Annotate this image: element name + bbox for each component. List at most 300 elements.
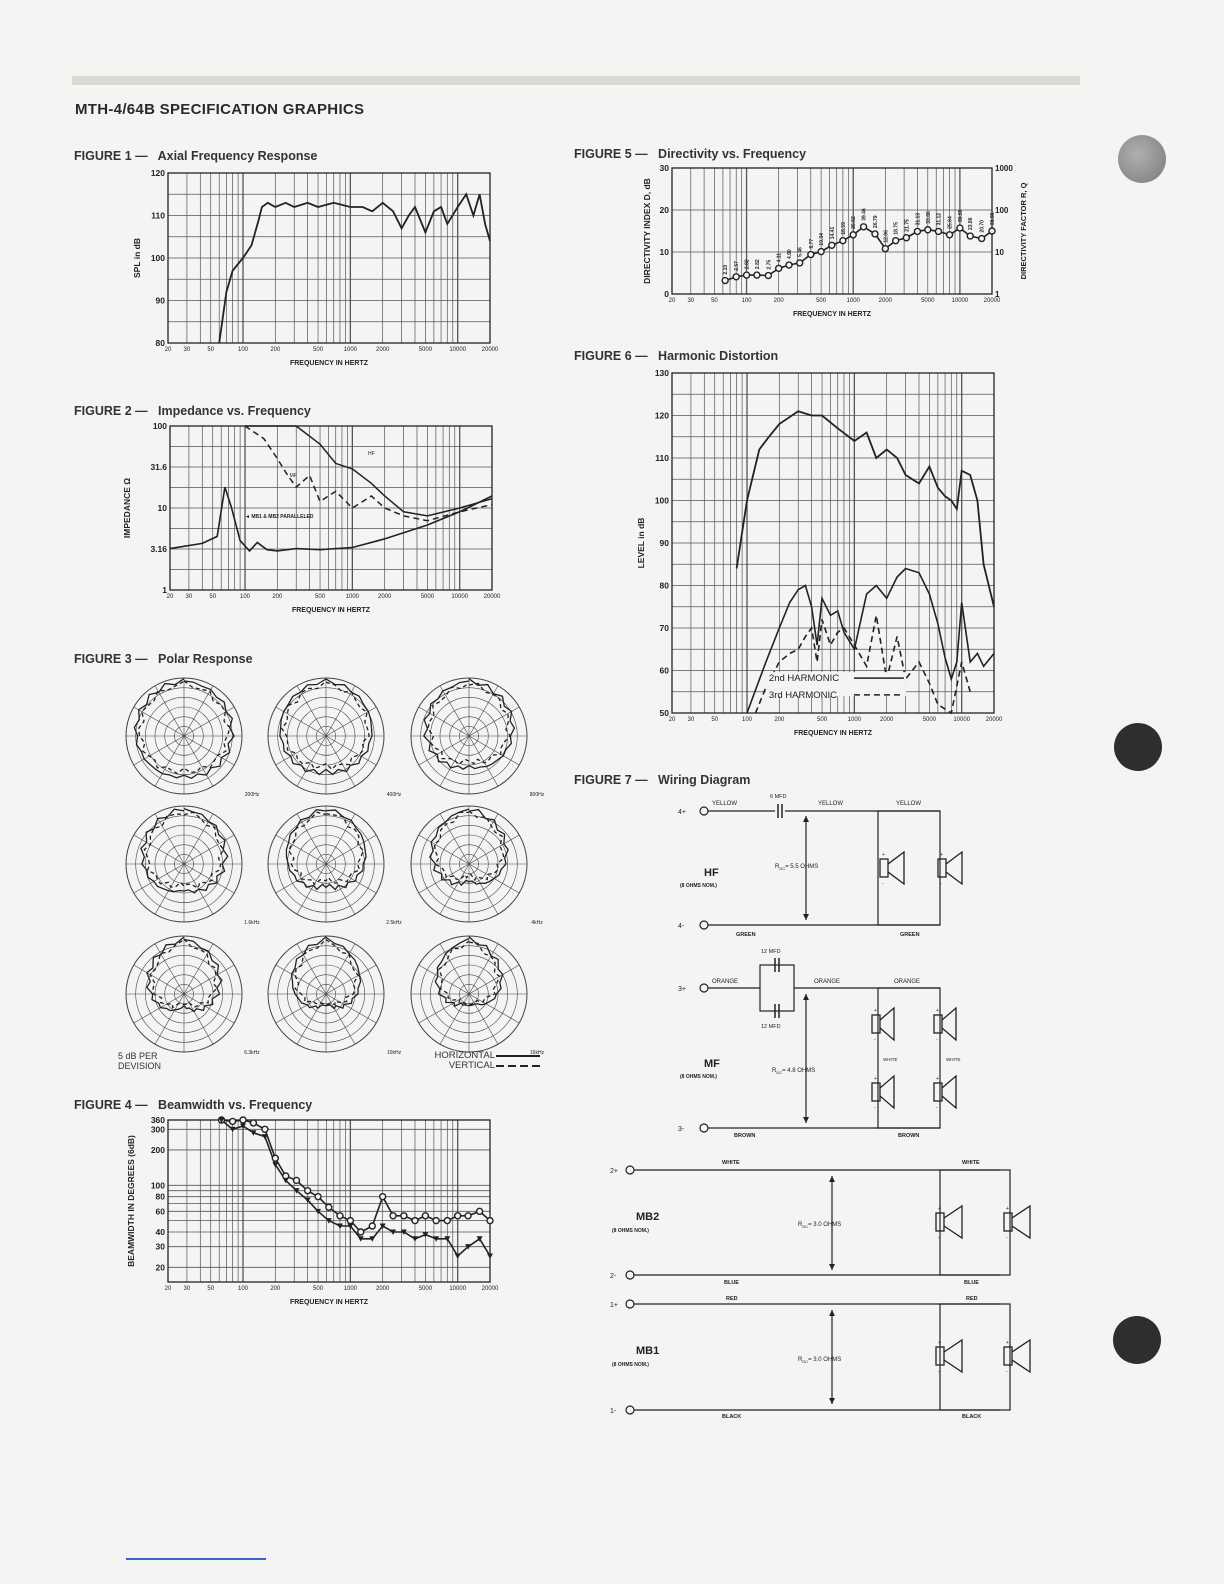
polar-spoke <box>419 994 469 1023</box>
fig2-number: FIGURE 2 — <box>74 404 148 418</box>
polar-spoke <box>440 686 469 736</box>
x-tick-label: 20000 <box>483 594 501 600</box>
x-tick-label: 1000 <box>846 298 860 304</box>
wire-color-label: GREEN <box>736 932 756 938</box>
polar-spoke <box>469 944 498 994</box>
beamwidth-h-point <box>262 1126 268 1132</box>
beamwidth-h-point <box>380 1194 386 1200</box>
q-value-label: 26.79 <box>872 215 879 228</box>
minus-sign: - <box>938 1369 940 1375</box>
q-value-label: 31.13 <box>915 212 922 226</box>
q-value-label: 4.11 <box>776 252 783 263</box>
terminal <box>626 1166 634 1174</box>
minus-sign: - <box>874 1037 876 1043</box>
x-tick-label: 30 <box>185 594 193 600</box>
directivity-point <box>925 227 931 233</box>
x-tick-label: 5000 <box>418 347 433 353</box>
hf-pos-terminal-label: 4+ <box>678 809 686 816</box>
directivity-point <box>861 224 867 230</box>
hf-driver-box <box>878 811 940 925</box>
x-tick-label: 200 <box>270 347 281 353</box>
fig4-ylabel: BEAMWIDTH IN DEGREES (6dB) <box>126 1135 136 1267</box>
fig4-chart <box>120 1112 510 1322</box>
fig4-xlabel: FREQUENCY IN HERTZ <box>289 1299 369 1306</box>
q-value-label: 14.41 <box>829 226 836 240</box>
driver-cone <box>944 1340 962 1372</box>
driver-symbol <box>872 1008 894 1043</box>
polar-spoke <box>134 707 184 736</box>
polar-freq-label: 200Hz <box>244 792 260 798</box>
q-value-label: 39.46 <box>861 208 868 221</box>
annotation-mf: MF <box>289 472 297 479</box>
punch-hole-top <box>1118 135 1166 183</box>
plus-sign: + <box>1006 1340 1009 1346</box>
arrow-head <box>829 1310 835 1316</box>
y-tick-label: 70 <box>659 623 669 633</box>
y-tick-label: 20 <box>659 205 669 215</box>
fig2-chart <box>120 420 510 625</box>
polar-spoke <box>419 965 469 994</box>
y-tick-label: 30 <box>155 1241 165 1252</box>
polar-plot <box>411 806 543 926</box>
spl-curve <box>219 194 490 343</box>
beamwidth-vertical-curve <box>222 1120 491 1256</box>
legend-3rd: 3rd HARMONIC <box>768 689 838 701</box>
punch-hole-middle <box>1114 723 1162 771</box>
polar-spoke <box>155 994 184 1044</box>
plus-sign: + <box>874 1076 877 1082</box>
fundamental-curve <box>737 411 994 607</box>
polar-spoke <box>440 814 469 864</box>
fig1-grid <box>168 173 490 343</box>
polar-freq-label: 1.6kHz <box>244 920 260 926</box>
polar-spoke <box>297 864 326 914</box>
y-tick-label: 80 <box>659 580 669 591</box>
y-tick-label: 1 <box>162 585 167 595</box>
driver-cone <box>942 1008 956 1040</box>
fig3-polar-grid <box>110 668 550 1058</box>
arrow-head <box>803 914 809 920</box>
x-tick-label: 1000 <box>345 594 360 600</box>
fig2-xlabel: FREQUENCY IN HERTZ <box>291 607 371 614</box>
driver-cone <box>944 1206 962 1238</box>
fig7-title <box>574 773 750 787</box>
fig6-title <box>574 349 778 363</box>
fig6-number: FIGURE 6 — <box>574 349 648 363</box>
x-tick-label: 5000 <box>418 1286 433 1292</box>
directivity-point <box>840 238 846 244</box>
fig1-name: Axial Frequency Response <box>157 149 318 163</box>
annotation-mb: ◄ MB1 & MB2 PARALLELED <box>245 513 314 520</box>
driver-cone <box>888 852 904 884</box>
footer-link-line <box>126 1558 266 1560</box>
x-tick-label: 30 <box>687 298 695 304</box>
q-value-label: 4.90 <box>787 249 794 260</box>
terminal <box>626 1271 634 1279</box>
mb1-nominal: (8 OHMS NOM.) <box>612 1362 649 1368</box>
terminal <box>700 984 708 992</box>
y-tick-label: 0 <box>664 289 669 299</box>
x-tick-label: 10000 <box>951 298 969 304</box>
y-tick-label: 30 <box>659 163 669 173</box>
mb2-driver-box <box>940 1170 1010 1275</box>
q-value-label: 5.46 <box>797 247 804 257</box>
polar-spoke <box>184 965 234 994</box>
polar-plot <box>268 806 402 926</box>
mf-capacitor-label: 12 MFD <box>761 1024 781 1030</box>
polar-spoke <box>326 944 355 994</box>
beamwidth-h-point <box>272 1155 278 1161</box>
y-tick-label: 300 <box>150 1124 165 1135</box>
x-tick-label: 20 <box>668 298 676 304</box>
terminal <box>700 807 708 815</box>
x-tick-label: 20 <box>164 1286 172 1292</box>
driver-magnet <box>1004 1347 1012 1365</box>
polar-spoke <box>297 814 326 864</box>
polar-freq-label: 2.5kHz <box>386 920 402 926</box>
driver-symbol <box>880 852 904 887</box>
fig3-name: Polar Response <box>158 652 253 666</box>
directivity-point <box>893 238 899 244</box>
polar-spoke <box>469 835 519 864</box>
polar-spoke <box>326 994 355 1044</box>
beamwidth-h-point <box>455 1213 461 1219</box>
directivity-point <box>947 232 953 238</box>
directivity-point <box>722 278 728 284</box>
x-tick-label: 500 <box>313 347 324 353</box>
fig1-xlabel: FREQUENCY IN HERTZ <box>289 360 369 367</box>
x-tick-label: 30 <box>687 717 695 723</box>
q-value-label: 2.10 <box>723 264 730 275</box>
polar-plot <box>411 678 545 798</box>
q-value-label: 2.82 <box>754 259 761 270</box>
minus-sign: - <box>882 881 884 887</box>
polar-spoke <box>184 686 213 736</box>
fig3-title <box>74 652 253 666</box>
q-value-label: 31.12 <box>936 212 943 226</box>
x-tick-label: 20 <box>668 717 676 723</box>
fig4-number: FIGURE 4 — <box>74 1098 148 1112</box>
polar-spoke <box>419 835 469 864</box>
wire-color-label: RED <box>726 1296 738 1302</box>
q-value-label: 18.75 <box>893 222 900 235</box>
arrow-head <box>829 1176 835 1182</box>
directivity-point <box>733 274 739 280</box>
directivity-point <box>754 272 760 278</box>
driver-magnet <box>880 859 888 877</box>
fig5-xlabel: FREQUENCY IN HERTZ <box>792 311 872 318</box>
driver-magnet <box>872 1083 880 1101</box>
y-tick-label: 110 <box>655 453 669 463</box>
fig6-ylabel: LEVEL in dB <box>636 517 646 569</box>
polar-plot <box>126 806 260 926</box>
beamwidth-h-point <box>477 1208 483 1214</box>
directivity-point <box>979 236 985 242</box>
page-title: MTH-4/64B SPECIFICATION GRAPHICS <box>75 101 365 118</box>
directivity-point <box>786 262 792 268</box>
plus-sign: + <box>936 1076 939 1082</box>
x-tick-label: 20000 <box>481 1286 499 1292</box>
driver-symbol <box>938 852 962 887</box>
beamwidth-h-point <box>433 1218 439 1224</box>
beamwidth-h-point <box>358 1229 364 1235</box>
driver-cone <box>880 1076 894 1108</box>
q-value-label: 25.82 <box>851 216 858 229</box>
y-tick-label: 10 <box>157 503 167 513</box>
y-tick-label: 50 <box>659 708 669 718</box>
fig1-chart <box>120 165 510 375</box>
beamwidth-h-point <box>250 1120 256 1126</box>
x-tick-label: 500 <box>313 1286 324 1292</box>
beamwidth-h-point <box>326 1204 332 1210</box>
directivity-point <box>808 252 814 258</box>
polar-spoke <box>440 944 469 994</box>
beamwidth-h-point <box>305 1188 311 1194</box>
fig5-chart <box>630 160 1030 325</box>
directivity-point <box>818 249 824 255</box>
beamwidth-h-point <box>390 1213 396 1219</box>
fig5-name: Directivity vs. Frequency <box>658 147 807 161</box>
beamwidth-h-point <box>240 1117 246 1123</box>
x-tick-label: 50 <box>711 298 718 304</box>
fig5-number: FIGURE 5 — <box>574 147 648 161</box>
polar-spoke <box>440 736 469 786</box>
polar-legend <box>405 1051 495 1071</box>
polar-spoke <box>326 814 355 864</box>
wire-color-label: YELLOW <box>818 801 844 807</box>
wire-color-label: YELLOW <box>896 801 922 807</box>
beamwidth-h-point <box>315 1194 321 1200</box>
wire-color-label: GREEN <box>900 932 920 938</box>
fig1-ylabel: SPL in dB <box>132 238 142 278</box>
driver-magnet <box>934 1015 942 1033</box>
fig7-wiring <box>600 790 1030 1430</box>
directivity-point <box>765 273 771 279</box>
x-tick-label: 2000 <box>375 1286 390 1292</box>
arrow-head <box>829 1264 835 1270</box>
driver-magnet <box>872 1015 880 1033</box>
driver-symbol <box>872 1076 894 1111</box>
directivity-point <box>935 228 941 234</box>
fig4-grid <box>168 1120 490 1282</box>
x-tick-label: 5000 <box>922 717 937 723</box>
driver-magnet <box>1004 1213 1012 1231</box>
mf-label: MF <box>704 1058 720 1070</box>
fig1-title <box>74 149 317 163</box>
y-tick-label: 200 <box>150 1144 165 1155</box>
polar-spoke <box>276 835 326 864</box>
y-tick-label: 90 <box>155 295 165 306</box>
polar-freq-label: 10kHz <box>386 1050 402 1056</box>
y-tick-label: 3.16 <box>150 544 167 555</box>
mb2-nominal: (8 OHMS NOM.) <box>612 1228 649 1234</box>
polar-freq-label: 16kHz <box>529 1050 545 1056</box>
x-tick-label: 200 <box>272 594 283 600</box>
mb2-pos-terminal-label: 2+ <box>610 1168 618 1175</box>
y-tick-label: 360 <box>150 1115 165 1125</box>
beamwidth-h-point <box>369 1223 375 1229</box>
q-value-label: 21.75 <box>904 219 911 232</box>
beamwidth-h-point <box>401 1213 407 1219</box>
polar-legend-lines <box>496 1051 542 1071</box>
y-tick-label: 10 <box>659 247 669 257</box>
polar-freq-label: 4kHz <box>531 920 543 926</box>
wire-color-label: WHITE <box>883 1057 898 1062</box>
mb2-label: MB2 <box>636 1211 660 1223</box>
beamwidth-h-point <box>230 1118 236 1124</box>
fig5-ylabel: DIRECTIVITY INDEX D, dB <box>642 178 652 284</box>
polar-spoke <box>297 944 326 994</box>
arrow-head <box>803 816 809 822</box>
x-tick-label: 50 <box>711 717 719 723</box>
polar-spoke <box>276 736 326 765</box>
plus-sign: + <box>938 1206 941 1212</box>
polar-spoke <box>184 736 213 786</box>
beamwidth-h-point <box>422 1213 428 1219</box>
beamwidth-h-point <box>337 1213 343 1219</box>
y-tick-label: 90 <box>659 538 669 548</box>
terminal <box>700 921 708 929</box>
legend-horizontal: HORIZONTAL <box>434 1050 495 1061</box>
polar-spoke <box>297 686 326 736</box>
y-tick-label: 60 <box>155 1206 165 1217</box>
minus-sign: - <box>936 1105 938 1111</box>
fig4-title <box>74 1098 312 1112</box>
arrow-head <box>803 1117 809 1123</box>
fig2-title <box>74 404 311 418</box>
q-value-label: 36.90 <box>957 209 964 223</box>
y-tick-label: 100 <box>150 1180 165 1191</box>
q-value-label: 20.70 <box>979 220 986 233</box>
q-value-label: 2.57 <box>734 261 741 271</box>
polar-scale-line-1: 5 dB PER <box>118 1051 158 1061</box>
polar-plot <box>126 936 260 1056</box>
x-tick-label: 2000 <box>375 347 390 353</box>
rdc-label: $R_{DC}= 4.8$ OHMS <box>772 1068 816 1075</box>
wire-color-label: WHITE <box>946 1057 961 1062</box>
wire-color-label: ORANGE <box>814 979 841 985</box>
x-tick-label: 20000 <box>481 347 499 353</box>
arrow-head <box>803 994 809 1000</box>
hf-nominal: (8 OHMS NOM.) <box>680 883 717 889</box>
x-tick-label: 100 <box>742 717 753 723</box>
minus-sign: - <box>874 1105 876 1111</box>
wire-color-label: BROWN <box>898 1133 920 1139</box>
polar-spoke <box>469 736 498 786</box>
directivity-point <box>967 233 973 239</box>
rdc-label: $R_{DC}= 3.0$ OHMS <box>798 1222 842 1229</box>
plus-sign: + <box>938 1340 941 1346</box>
x-tick-label: 20000 <box>985 717 1003 723</box>
directivity-point <box>882 246 888 252</box>
driver-symbol <box>1004 1340 1030 1375</box>
q-value-label: 31.86 <box>990 212 996 225</box>
x-tick-label: 500 <box>315 594 326 600</box>
polar-spoke <box>184 864 234 893</box>
polar-spoke <box>469 736 519 765</box>
polar-spoke <box>440 994 469 1044</box>
x-tick-label: 50 <box>207 347 215 353</box>
directivity-point <box>776 265 782 271</box>
directivity-point <box>872 231 878 237</box>
polar-spoke <box>155 686 184 736</box>
polar-spoke <box>155 814 184 864</box>
x-tick-label: 2000 <box>878 298 893 304</box>
driver-magnet <box>934 1083 942 1101</box>
x-tick-label: 100 <box>238 347 249 353</box>
driver-cone <box>880 1008 894 1040</box>
x-tick-label: 10000 <box>953 717 971 723</box>
driver-symbol <box>934 1076 956 1111</box>
x-tick-label: 100 <box>240 594 251 600</box>
q-value-label: 8.77 <box>808 238 815 249</box>
polar-spoke <box>155 864 184 914</box>
wire-color-label: RED <box>966 1296 978 1302</box>
driver-cone <box>1012 1206 1030 1238</box>
y-tick-label: 80 <box>155 338 165 348</box>
x-tick-label: 50 <box>207 1286 215 1292</box>
polar-spoke <box>276 965 326 994</box>
polar-spoke <box>155 736 184 786</box>
wire-color-label: ORANGE <box>712 979 739 985</box>
polar-spoke <box>184 835 234 864</box>
x-tick-label: 200 <box>270 1286 281 1292</box>
arrow-head <box>829 1398 835 1404</box>
mb1-label: MB1 <box>636 1345 660 1357</box>
beamwidth-horizontal-curve <box>222 1120 491 1232</box>
driver-cone <box>1012 1340 1030 1372</box>
polar-spoke <box>326 965 376 994</box>
beamwidth-v-point <box>487 1253 493 1259</box>
directivity-point <box>744 272 750 278</box>
y-tick-label: 100 <box>654 495 669 506</box>
y2-tick-label: 1000 <box>995 164 1013 173</box>
rdc-label: $R_{DC}= 5.5$ OHMS <box>775 864 819 871</box>
fig6-xlabel: FREQUENCY IN HERTZ <box>793 730 873 737</box>
x-tick-label: 20 <box>164 347 172 353</box>
polar-freq-label: 6.3kHz <box>244 1050 260 1056</box>
wire-color-label: YELLOW <box>712 801 738 807</box>
minus-sign: - <box>1006 1235 1008 1241</box>
terminal <box>700 1124 708 1132</box>
driver-magnet <box>938 859 946 877</box>
plus-sign: + <box>874 1008 877 1014</box>
x-tick-label: 1000 <box>343 347 358 353</box>
impedance-mb-curve <box>170 487 492 551</box>
mf-pos-terminal-label: 3+ <box>678 986 686 993</box>
driver-symbol <box>1004 1206 1030 1241</box>
y-tick-label: 120 <box>654 410 669 421</box>
polar-spoke <box>184 707 234 736</box>
polar-spoke <box>326 835 376 864</box>
y-tick-label: 130 <box>654 368 669 378</box>
q-value-label: 18.59 <box>840 222 847 235</box>
polar-freq-label: 800Hz <box>529 792 545 798</box>
x-tick-label: 1000 <box>847 717 862 723</box>
fig6-chart <box>630 365 1010 745</box>
q-value-label: 2.82 <box>744 259 751 270</box>
x-tick-label: 500 <box>817 717 828 723</box>
fig4-frame <box>168 1120 490 1282</box>
fig4-name: Beamwidth vs. Frequency <box>158 1098 313 1112</box>
q-value-label: 12.06 <box>883 230 890 243</box>
beamwidth-h-point <box>294 1177 300 1183</box>
fig5-ylabel-right: DIRECTIVITY FACTOR R, Q <box>1019 182 1028 280</box>
polar-spoke <box>440 864 469 914</box>
x-tick-label: 10000 <box>451 594 469 600</box>
directivity-point <box>797 260 803 266</box>
driver-cone <box>946 852 962 884</box>
